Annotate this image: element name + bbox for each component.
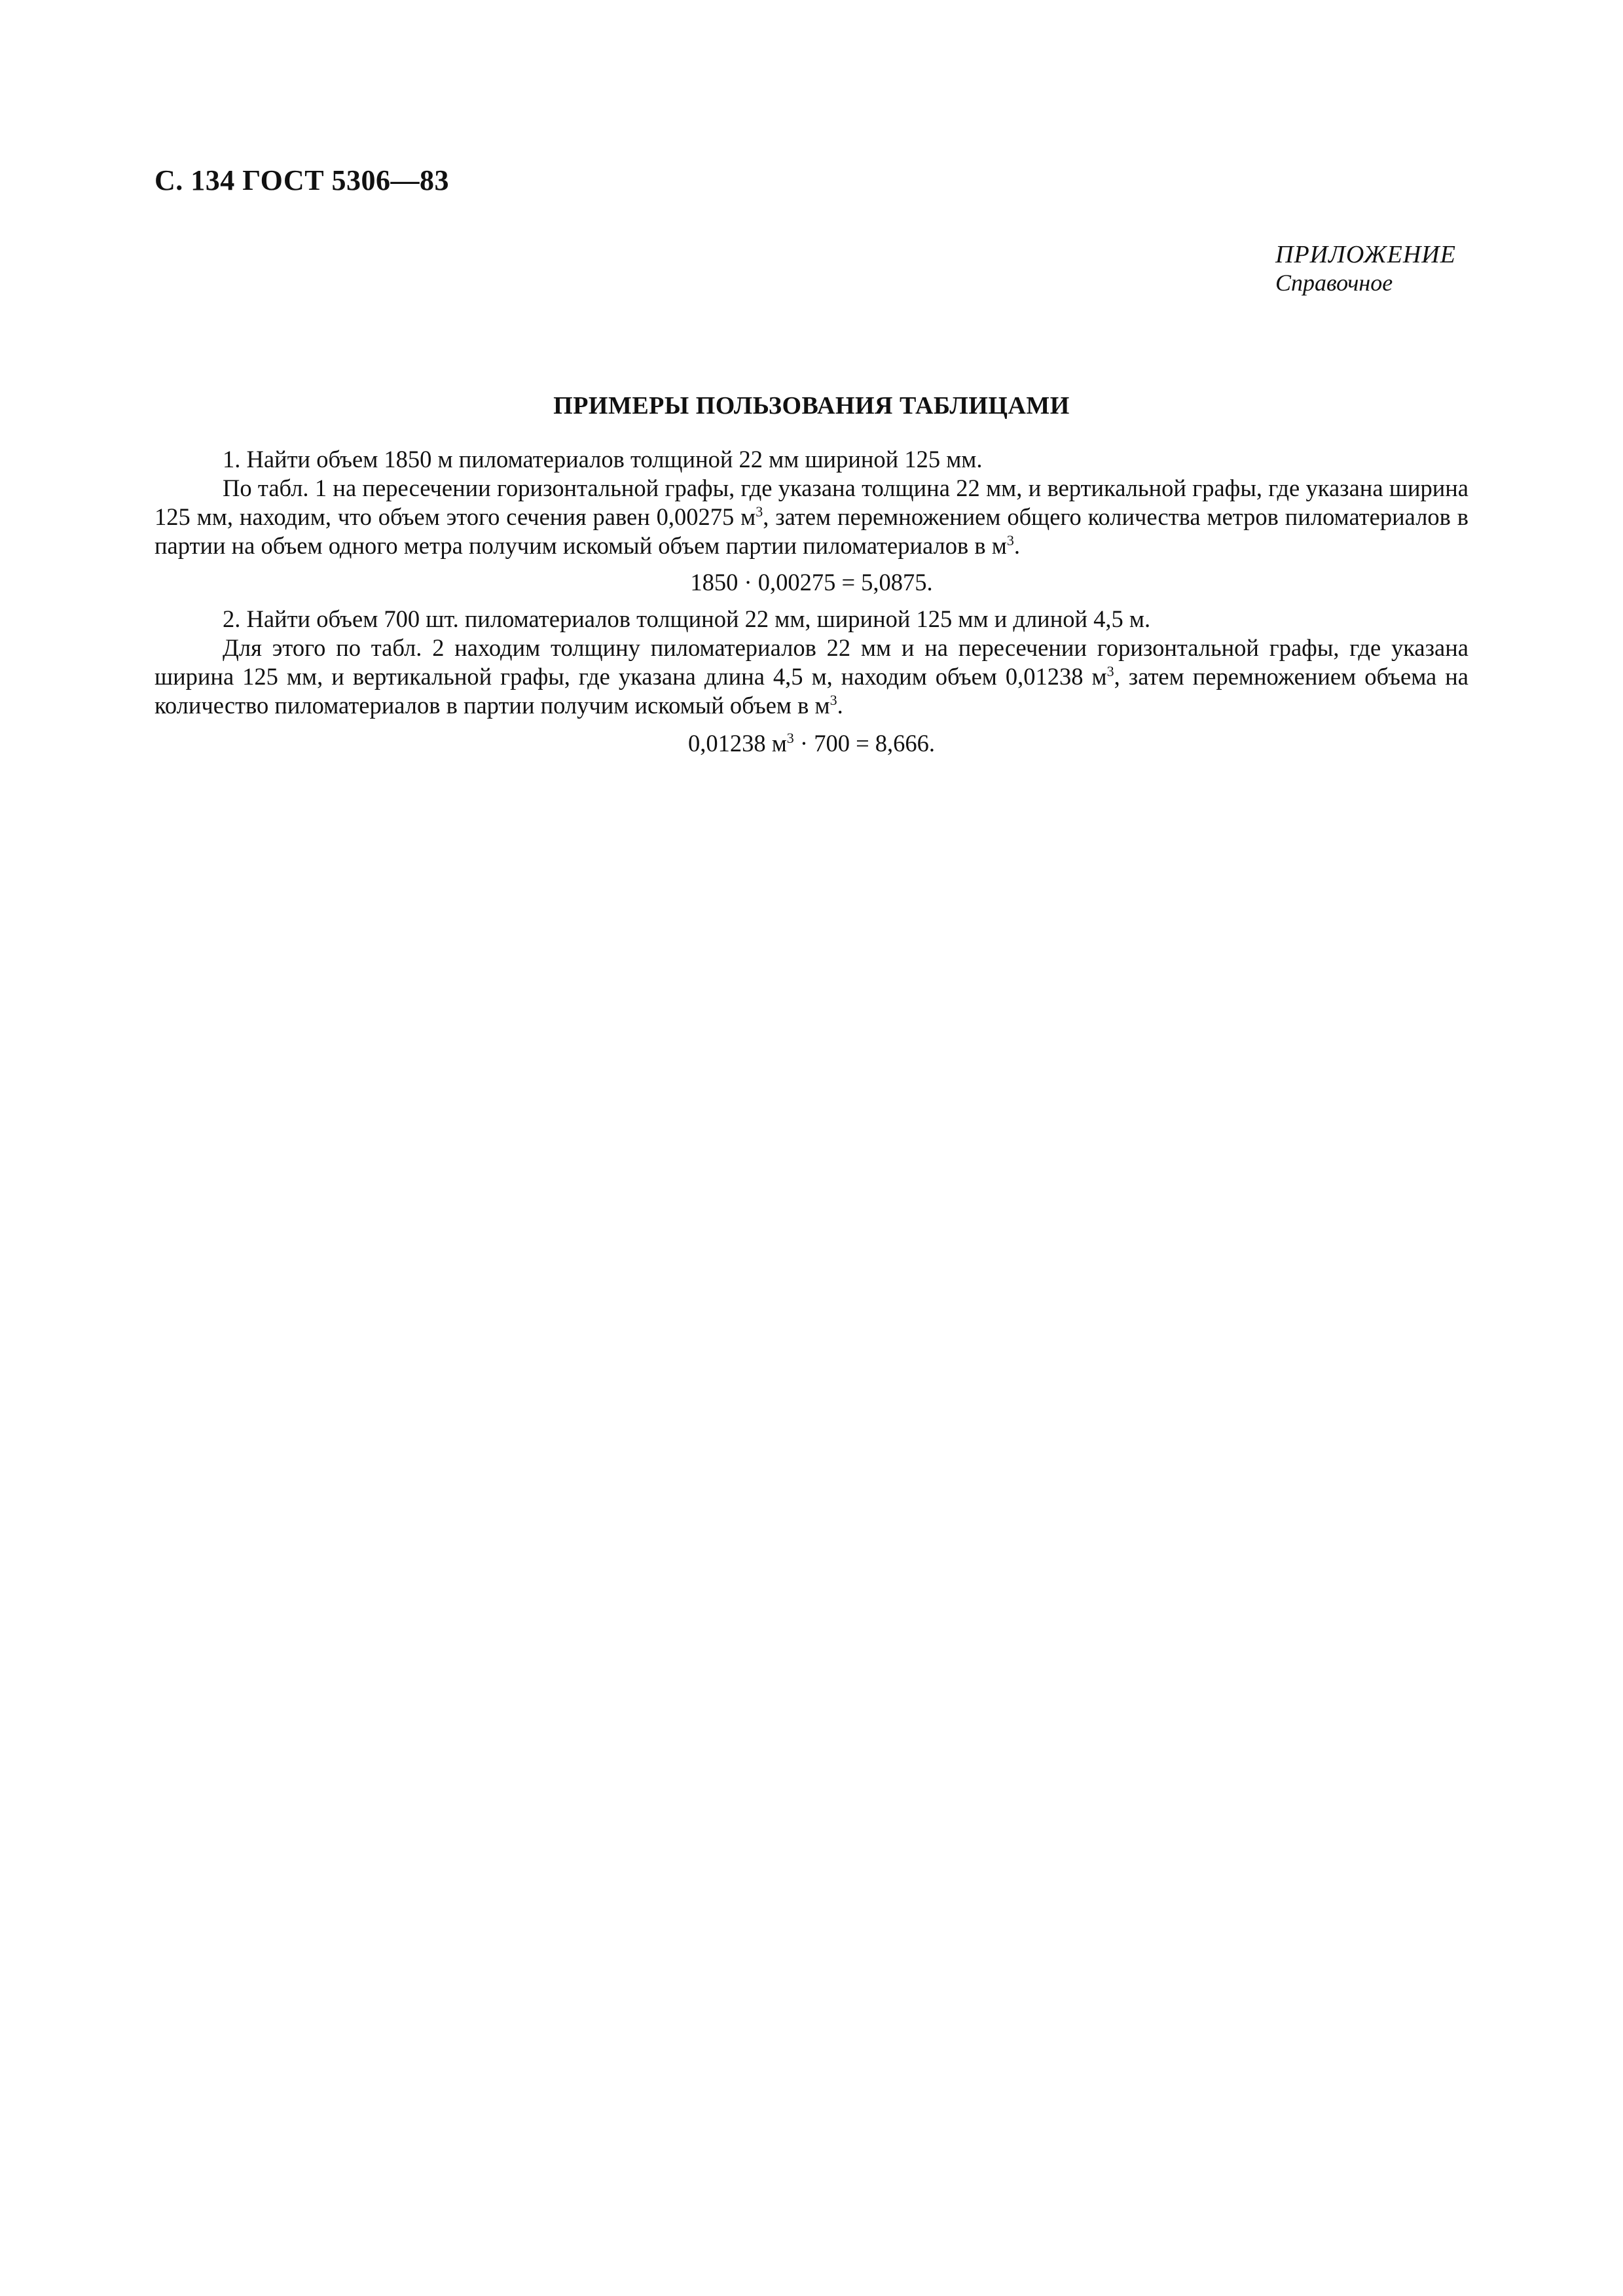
appendix-subtitle: Справочное (1275, 269, 1393, 296)
appendix-label (1275, 241, 1456, 296)
running-head: С. 134 ГОСТ 5306—83 (155, 164, 450, 196)
example-1-explanation-part-2: , затем перемножением общего количества метров пиломатериалов в партии на объем одного метра получим искомый объем партии пиломатериалов в м (155, 503, 1468, 559)
example-2-task: 2. Найти объем 700 шт. пиломатериалов толщиной 22 мм, шириной 125 мм и длиной 4,5 м. (223, 605, 1151, 632)
superscript-3: 3 (756, 503, 763, 520)
example-2-formula-suffix: · 700 = 8,666. (793, 730, 936, 757)
superscript-3: 3 (786, 729, 794, 746)
section-title: ПРИМЕРЫ ПОЛЬЗОВАНИЯ ТАБЛИЦАМИ (553, 392, 1070, 420)
example-2-explanation-part-3: . (837, 692, 843, 719)
appendix-title: ПРИЛОЖЕНИЕ (1275, 241, 1456, 268)
example-2-formula-prefix: 0,01238 м (687, 730, 787, 757)
superscript-3: 3 (1006, 531, 1014, 548)
example-1-explanation-part-1: По табл. 1 на пересечении горизонтальной графы, где указана толщина 22 мм, и вертикальной графы, где указана ширина 125 мм, находим, что объем этого сечения равен 0,00275 м (155, 475, 1468, 530)
example-1-explanation (155, 474, 1468, 560)
example-1-formula: 1850 · 0,00275 = 5,0875. (690, 569, 933, 596)
superscript-3: 3 (1106, 662, 1114, 679)
example-2-explanation-part-1: Для этого по табл. 2 находим толщину пиломатериалов 22 мм и на пересечении горизонтальной графы, где указана ширина 125 мм, и вертикальной графы, где указана длина 4,5 м, находим объем 0,01238 м (155, 634, 1468, 690)
example-2-explanation-part-2: , затем перемножением объема на количество пиломатериалов в партии получим искомый объем в м (155, 663, 1468, 719)
example-2-explanation (155, 634, 1468, 720)
superscript-3: 3 (830, 691, 837, 708)
example-2-formula (155, 729, 1468, 758)
example-1-explanation-part-3: . (1013, 532, 1020, 559)
body-text (155, 445, 1468, 758)
example-1-task: 1. Найти объем 1850 м пиломатериалов толщиной 22 мм шириной 125 мм. (223, 446, 983, 473)
